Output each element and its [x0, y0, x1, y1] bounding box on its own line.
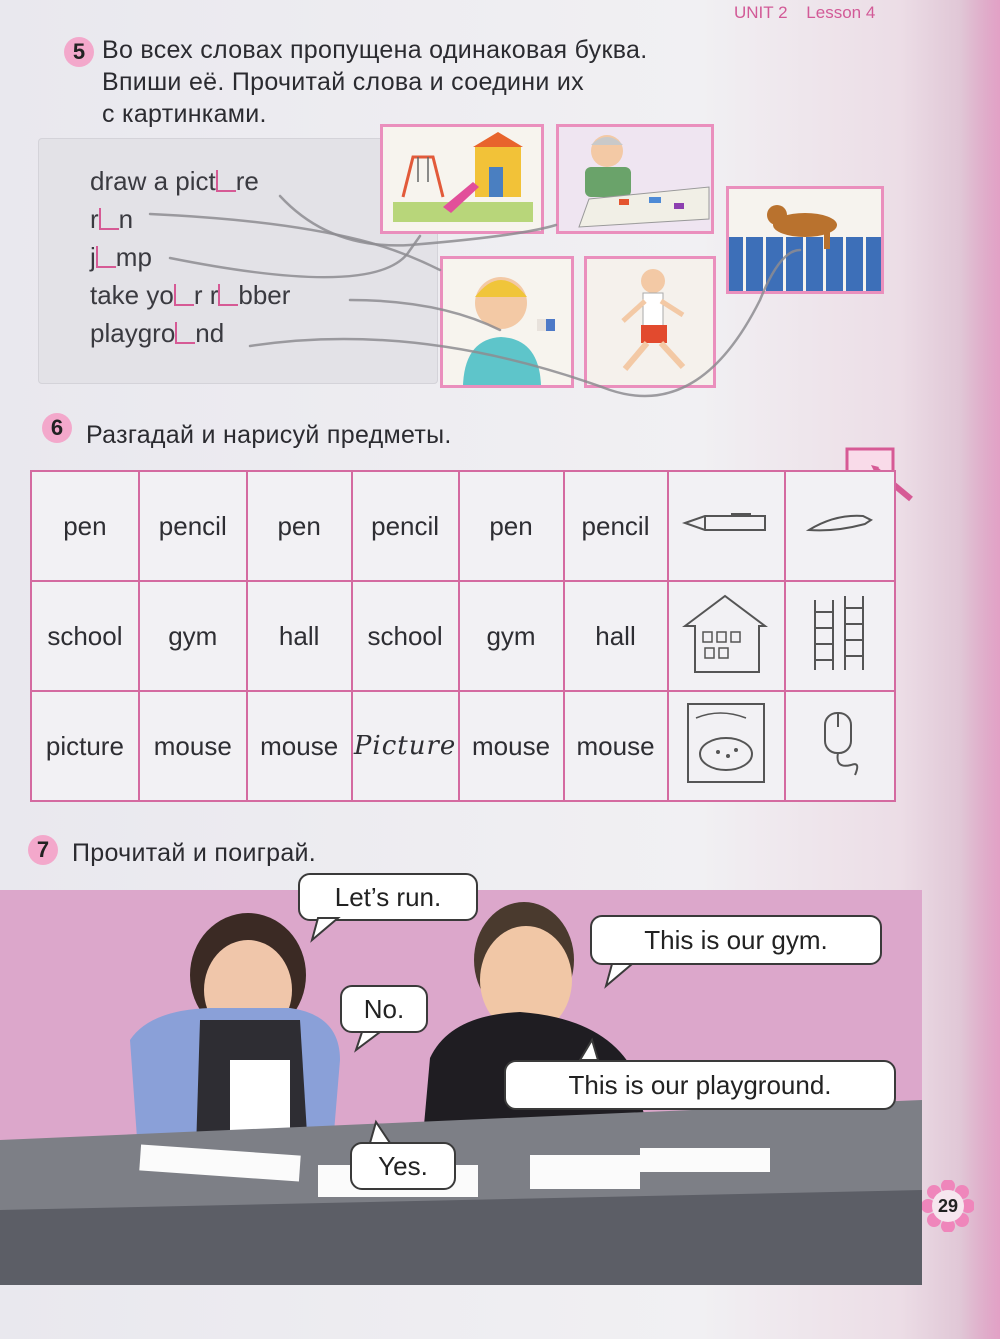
table-cell: pen [31, 471, 139, 581]
table-cell: gym [139, 581, 247, 691]
exercise-5-number: 5 [64, 37, 94, 67]
word-puzzle-table [30, 470, 896, 802]
table-cell: hall [247, 581, 352, 691]
speech-bubble-this-is-our-gym: This is our gym. [590, 915, 882, 965]
exercise-6-number: 6 [42, 413, 72, 443]
school-drawing-cell[interactable] [668, 581, 785, 691]
table-cell: pencil [352, 471, 459, 581]
word-run: r n [90, 204, 134, 234]
pencil-drawing [805, 508, 875, 538]
exercise-5-title-line-3: с картинками. [102, 100, 267, 128]
speech-bubble-yes: Yes. [350, 1142, 456, 1190]
matching-pencil-lines [0, 0, 1000, 460]
page-number-flower [922, 1180, 974, 1232]
speech-bubble-tails [0, 860, 1000, 1220]
word-playground: playgro nd [90, 318, 225, 348]
exercise-7-number: 7 [28, 835, 58, 865]
picture-drawing [680, 698, 772, 788]
speech-bubble-lets-run: Let’s run. [298, 873, 478, 921]
table-cell: mouse [247, 691, 352, 801]
speech-bubble-no: No. [340, 985, 428, 1033]
table-row [31, 581, 895, 691]
table-cell: mouse [139, 691, 247, 801]
gym-drawing [805, 590, 875, 676]
table-cell: picture [31, 691, 139, 801]
exercise-6-title: Разгадай и нарисуй предметы. [86, 421, 452, 449]
unit-label: UNIT 2 [734, 3, 788, 22]
school-drawing [681, 590, 771, 676]
table-cell: mouse [459, 691, 564, 801]
pencil-drawing-cell[interactable] [785, 471, 895, 581]
table-cell: pencil [139, 471, 247, 581]
table-cell: pen [247, 471, 352, 581]
pen-drawing [681, 508, 771, 538]
speech-bubble-this-is-our-playground: This is our playground. [504, 1060, 896, 1110]
page-number: 29 [937, 1196, 959, 1216]
table-row [31, 691, 895, 801]
table-cell: pen [459, 471, 564, 581]
mouse-drawing-cell[interactable] [785, 691, 895, 801]
exercise-5-title-line-1: Во всех словах пропущена одинаковая буква. [102, 36, 648, 64]
table-cell: pencil [564, 471, 668, 581]
pen-drawing-cell[interactable] [668, 471, 785, 581]
table-cell: hall [564, 581, 668, 691]
exercise-5-title-line-2: Впиши её. Прочитай слова и соедини их [102, 68, 584, 96]
table-cell: mouse [564, 691, 668, 801]
table-cell: school [352, 581, 459, 691]
word-jump: j mp [90, 242, 152, 272]
table-cell-handwritten: Picture [352, 691, 459, 801]
table-cell: gym [459, 581, 564, 691]
table-cell: school [31, 581, 139, 691]
word-draw-a-picture: draw a pict re [90, 166, 259, 196]
mouse-drawing [805, 703, 875, 783]
table-row [31, 471, 895, 581]
exercise-7-title: Прочитай и поиграй. [72, 839, 317, 867]
lesson-label: Lesson 4 [806, 3, 876, 22]
word-take-your-rubber: take yo r r bber [90, 280, 291, 310]
gym-drawing-cell[interactable] [785, 581, 895, 691]
picture-drawing-cell[interactable] [668, 691, 785, 801]
